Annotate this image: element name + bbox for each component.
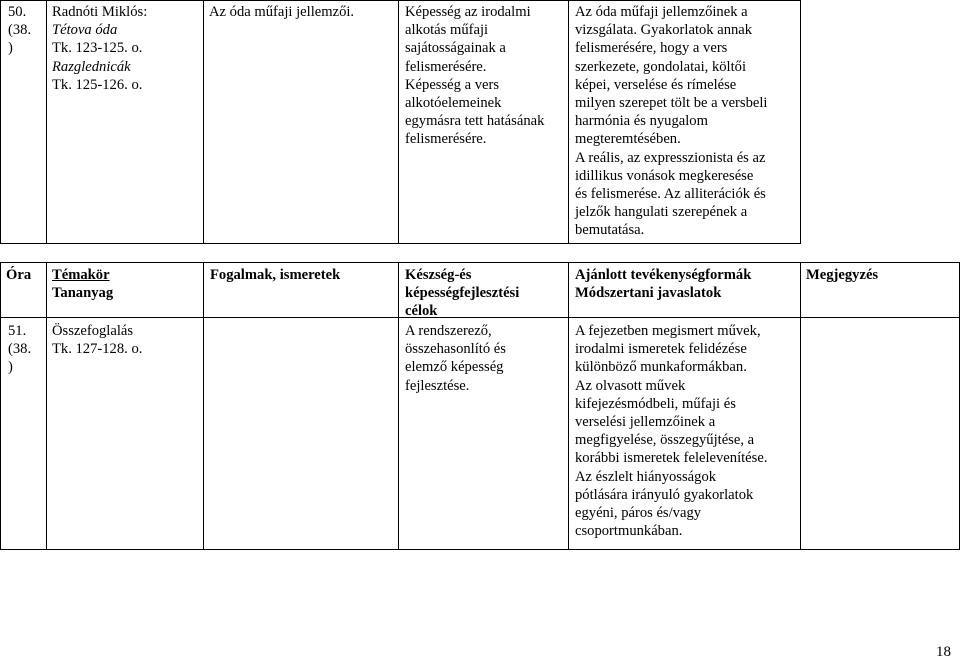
row50-keszseg: Képesség az irodalmi alkotás műfaji sajátosságainak a felismerésére. Képesség a vers alkotóelemeinek egymásra tett hatásának felismerésére. [405,4,545,148]
header-ora: Óra [6,267,32,283]
header-keszseg: Készség-és képességfejlesztési célok [405,267,520,320]
row50-ora: 50. (38. ) [8,4,32,57]
page-number: 18 [936,644,951,660]
row51-keszseg: A rendszerező, összehasonlító és elemző képesség fejlesztése. [405,323,506,394]
header-fogalmak: Fogalmak, ismeretek [210,267,341,283]
header-temakor: Témakör Tananyag [52,267,114,302]
row51-ora: 51. (38. ) [8,323,32,376]
row51-temakor: Összefoglalás Tk. 127-128. o. [52,323,143,358]
row50-fogalmak: Az óda műfaji jellemzői. [209,4,355,20]
header-megjegyzes: Megjegyzés [806,267,879,283]
row50-temakor: Radnóti Miklós: Tétova óda Tk. 123-125. o. Razglednicák Tk. 125-126. o. [52,4,148,93]
row50-ajanlott: Az óda műfaji jellemzőinek a vizsgálata. Gyakorlatok annak felismerésére, hogy a vers szerkezete, gondolatai, költői képei, verselése és rímelése milyen szerepet tölt be a versbeli harmónia és nyugalom megteremtésében. A reális, az expresszionista és az idillikus vonások megkeresése és felismerése. Az alliterációk és jelzők hangulati szerepének a bemutatása. [575,4,768,239]
row51-ajanlott: A fejezetben megismert művek, irodalmi ismeretek felidézése különböző munkaformákban. Az olvasott művek kifejezésmódbeli, műfaji és verselési jellemzőinek a megfigyelése, összegyűjtése, a korábbi ismeretek felelevenítése. Az észlelt hiányosságok pótlására irányuló gyakorlatok egyéni, páros és/vagy csoportmunkában. [575,323,768,540]
header-ajanlott: Ajánlott tevékenységformák Módszertani javaslatok [575,267,752,302]
